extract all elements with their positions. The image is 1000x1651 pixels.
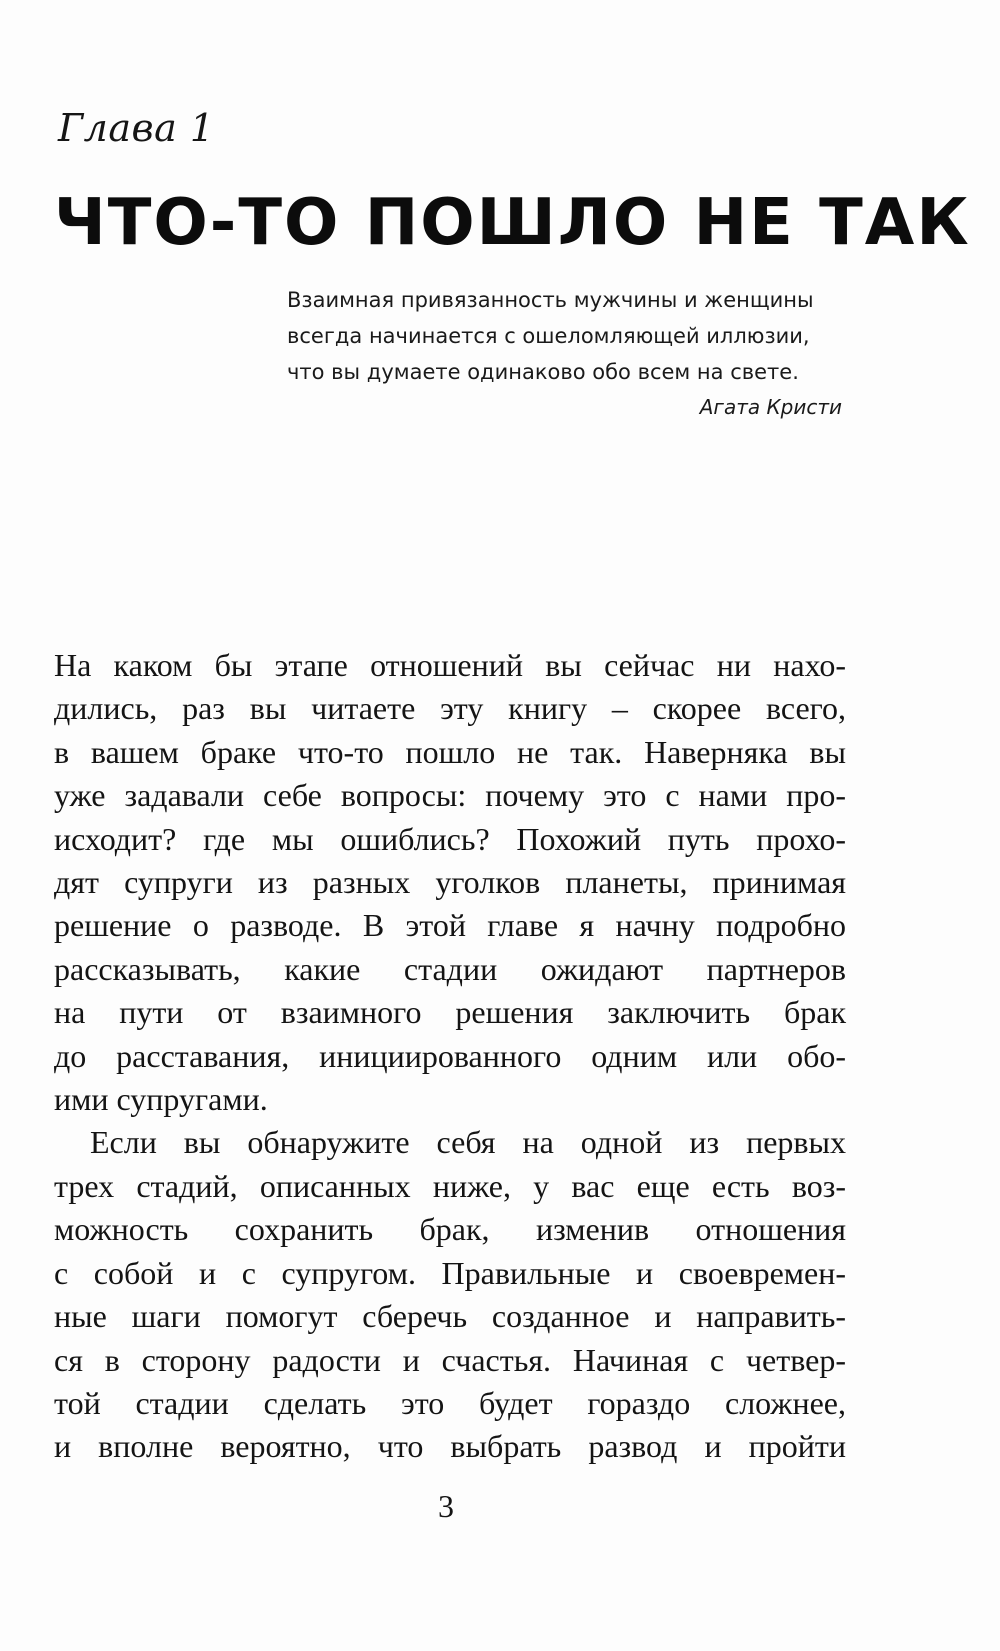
text-line: На каком бы этапе отношений вы сейчас ни нахо- [54, 647, 846, 683]
text-line: ими супругами. [54, 1081, 268, 1118]
text-line: Если вы обнаружите себя на одной из первых [90, 1124, 846, 1161]
epigraph [287, 282, 862, 424]
text-line: рассказывать, какие стадии ожидают партнеров [54, 950, 846, 987]
epigraph-author: Агата Кристи [699, 395, 842, 419]
chapter-title: ЧТО-ТО ПОШЛО НЕ ТАК [54, 186, 971, 260]
text-line: трех стадий, описанных ниже, у вас еще есть воз- [54, 1167, 846, 1204]
text-line: и вполне вероятно, что выбрать развод и пройти [54, 1428, 846, 1465]
paragraph-2 [54, 1121, 846, 1468]
text-line: дились, раз вы читаете эту книгу – скорее всего, [54, 690, 846, 727]
text-line: уже задавали себе вопросы: почему это с нами про- [54, 777, 846, 814]
text-line: дят супруги из разных уголков планеты, принимая [54, 864, 846, 901]
text-line: решение о разводе. В этой главе я начну подробно [54, 907, 846, 944]
text-line: в вашем браке что-то пошло не так. Наверняка вы [54, 733, 846, 770]
body-text [54, 644, 846, 1469]
epigraph-line: всегда начинается с ошеломляющей иллюзии, [287, 324, 810, 348]
text-line: до расставания, инициированного одним или обо- [54, 1037, 846, 1074]
text-line: можность сохранить брак, изменив отношения [54, 1211, 846, 1248]
epigraph-line: Взаимная привязанность мужчины и женщины [287, 288, 814, 312]
chapter-label: Глава 1 [58, 106, 215, 150]
page-number: 3 [438, 1488, 454, 1524]
epigraph-line: что вы думаете одинаково обо всем на свете. [287, 360, 799, 384]
text-line: ся в сторону радости и счастья. Начиная с четвер- [54, 1341, 846, 1378]
text-line: исходит? где мы ошиблись? Похожий путь прохо- [54, 820, 846, 857]
text-line: с собой и с супругом. Правильные и своевремен- [54, 1254, 846, 1291]
paragraph-1 [54, 644, 846, 1121]
text-line: ные шаги помогут сберечь созданное и направить- [54, 1298, 846, 1335]
text-line: на пути от взаимного решения заключить брак [54, 994, 846, 1031]
text-line: той стадии сделать это будет гораздо сложнее, [54, 1384, 846, 1421]
